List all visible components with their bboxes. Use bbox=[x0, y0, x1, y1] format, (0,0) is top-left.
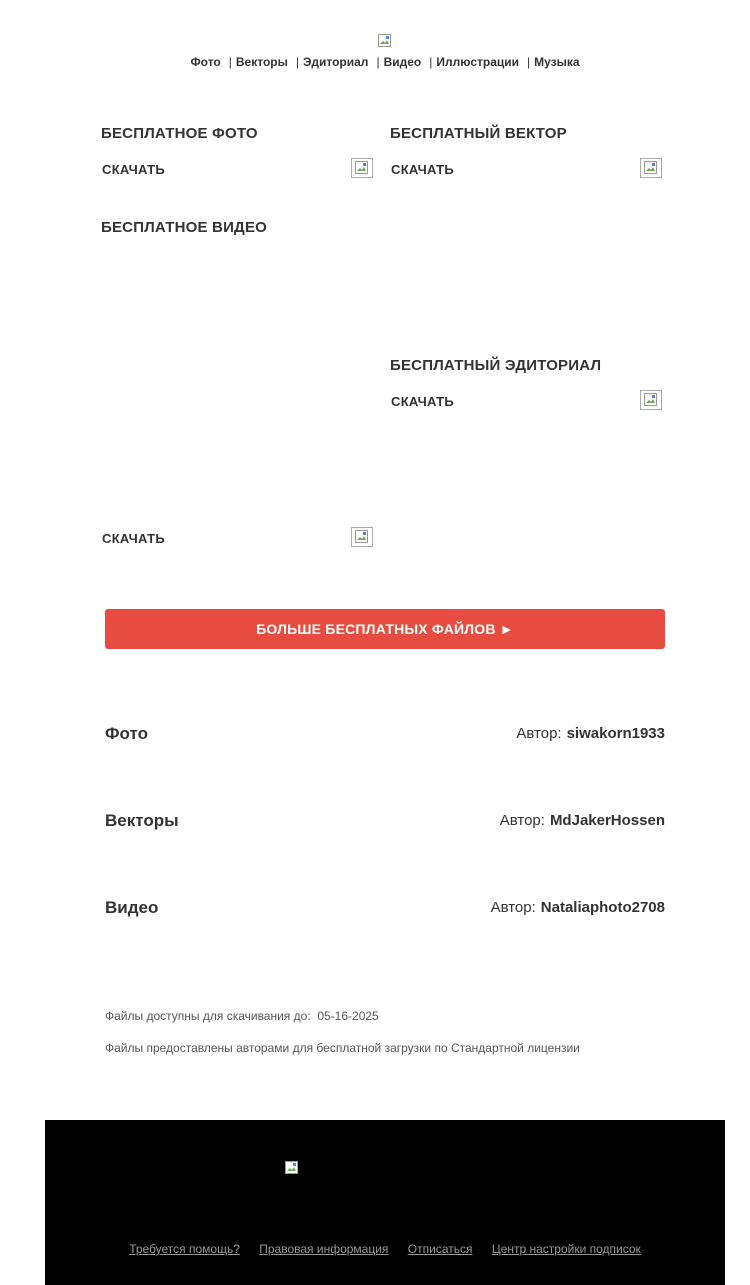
footer-logo-broken-image-icon bbox=[285, 1161, 299, 1175]
free-photo-download-image-icon[interactable] bbox=[351, 158, 373, 178]
license-note: Файлы предоставлены авторами для бесплатной загрузки по Стандартной лицензии bbox=[105, 1041, 580, 1055]
nav-separator: | bbox=[295, 55, 299, 69]
availability-date: 05-16-2025 bbox=[317, 1009, 379, 1023]
nav-separator: | bbox=[228, 55, 232, 69]
nav-item-photo[interactable]: Фото bbox=[190, 55, 221, 69]
author-prefix: Автор: bbox=[516, 725, 562, 742]
nav-item-video[interactable]: Видео bbox=[383, 55, 422, 69]
nav-item-music[interactable]: Музыка bbox=[534, 55, 580, 69]
author-name-link[interactable]: siwakorn1933 bbox=[566, 725, 665, 742]
free-editorial-download-image-icon[interactable] bbox=[640, 390, 662, 410]
author-row-type-vectors: Векторы bbox=[105, 811, 179, 830]
nav-separator: | bbox=[429, 55, 433, 69]
author-prefix: Автор: bbox=[490, 899, 536, 916]
free-video-download-image-icon[interactable] bbox=[351, 527, 373, 547]
free-vector-download-link[interactable]: СКАЧАТЬ bbox=[391, 162, 454, 177]
nav-item-vectors[interactable]: Векторы bbox=[235, 55, 288, 69]
footer-link-unsubscribe[interactable]: Отписаться bbox=[407, 1242, 473, 1256]
author-prefix: Автор: bbox=[499, 812, 545, 829]
free-vector-title: БЕСПЛАТНЫЙ ВЕКТОР bbox=[390, 125, 567, 142]
logo-broken-image-icon bbox=[378, 34, 392, 48]
free-editorial-title: БЕСПЛАТНЫЙ ЭДИТОРИАЛ bbox=[390, 357, 602, 374]
category-nav bbox=[0, 55, 750, 69]
footer-link-legal[interactable]: Правовая информация bbox=[259, 1242, 389, 1256]
nav-item-editorial[interactable]: Эдиториал bbox=[303, 55, 369, 69]
author-photo bbox=[516, 725, 665, 742]
author-vectors bbox=[500, 812, 665, 829]
availability-note bbox=[105, 1009, 379, 1023]
free-photo-download-link[interactable]: СКАЧАТЬ bbox=[102, 162, 165, 177]
free-editorial-download-link[interactable]: СКАЧАТЬ bbox=[391, 394, 454, 409]
free-video-title: БЕСПЛАТНОЕ ВИДЕО bbox=[101, 219, 268, 236]
author-name-link[interactable]: Nataliaphoto2708 bbox=[540, 899, 665, 916]
footer-links bbox=[45, 1242, 725, 1256]
author-video bbox=[491, 899, 665, 916]
footer bbox=[45, 1120, 725, 1285]
footer-link-help[interactable]: Требуется помощь? bbox=[129, 1242, 240, 1256]
availability-prefix: Файлы доступны для скачивания до: bbox=[105, 1009, 311, 1023]
more-free-files-button[interactable]: БОЛЬШЕ БЕСПЛАТНЫХ ФАЙЛОВ ► bbox=[105, 609, 665, 649]
author-name-link[interactable]: MdJakerHossen bbox=[549, 812, 665, 829]
author-row-type-video: Видео bbox=[105, 898, 159, 917]
nav-item-illustrations[interactable]: Иллюстрации bbox=[436, 55, 520, 69]
nav-separator: | bbox=[376, 55, 380, 69]
free-photo-title: БЕСПЛАТНОЕ ФОТО bbox=[101, 125, 258, 142]
footer-link-subscription-center[interactable]: Центр настройки подписок bbox=[491, 1242, 641, 1256]
author-row-type-photo: Фото bbox=[105, 724, 148, 743]
free-video-download-link[interactable]: СКАЧАТЬ bbox=[102, 531, 165, 546]
free-vector-download-image-icon[interactable] bbox=[640, 158, 662, 178]
nav-separator: | bbox=[527, 55, 531, 69]
